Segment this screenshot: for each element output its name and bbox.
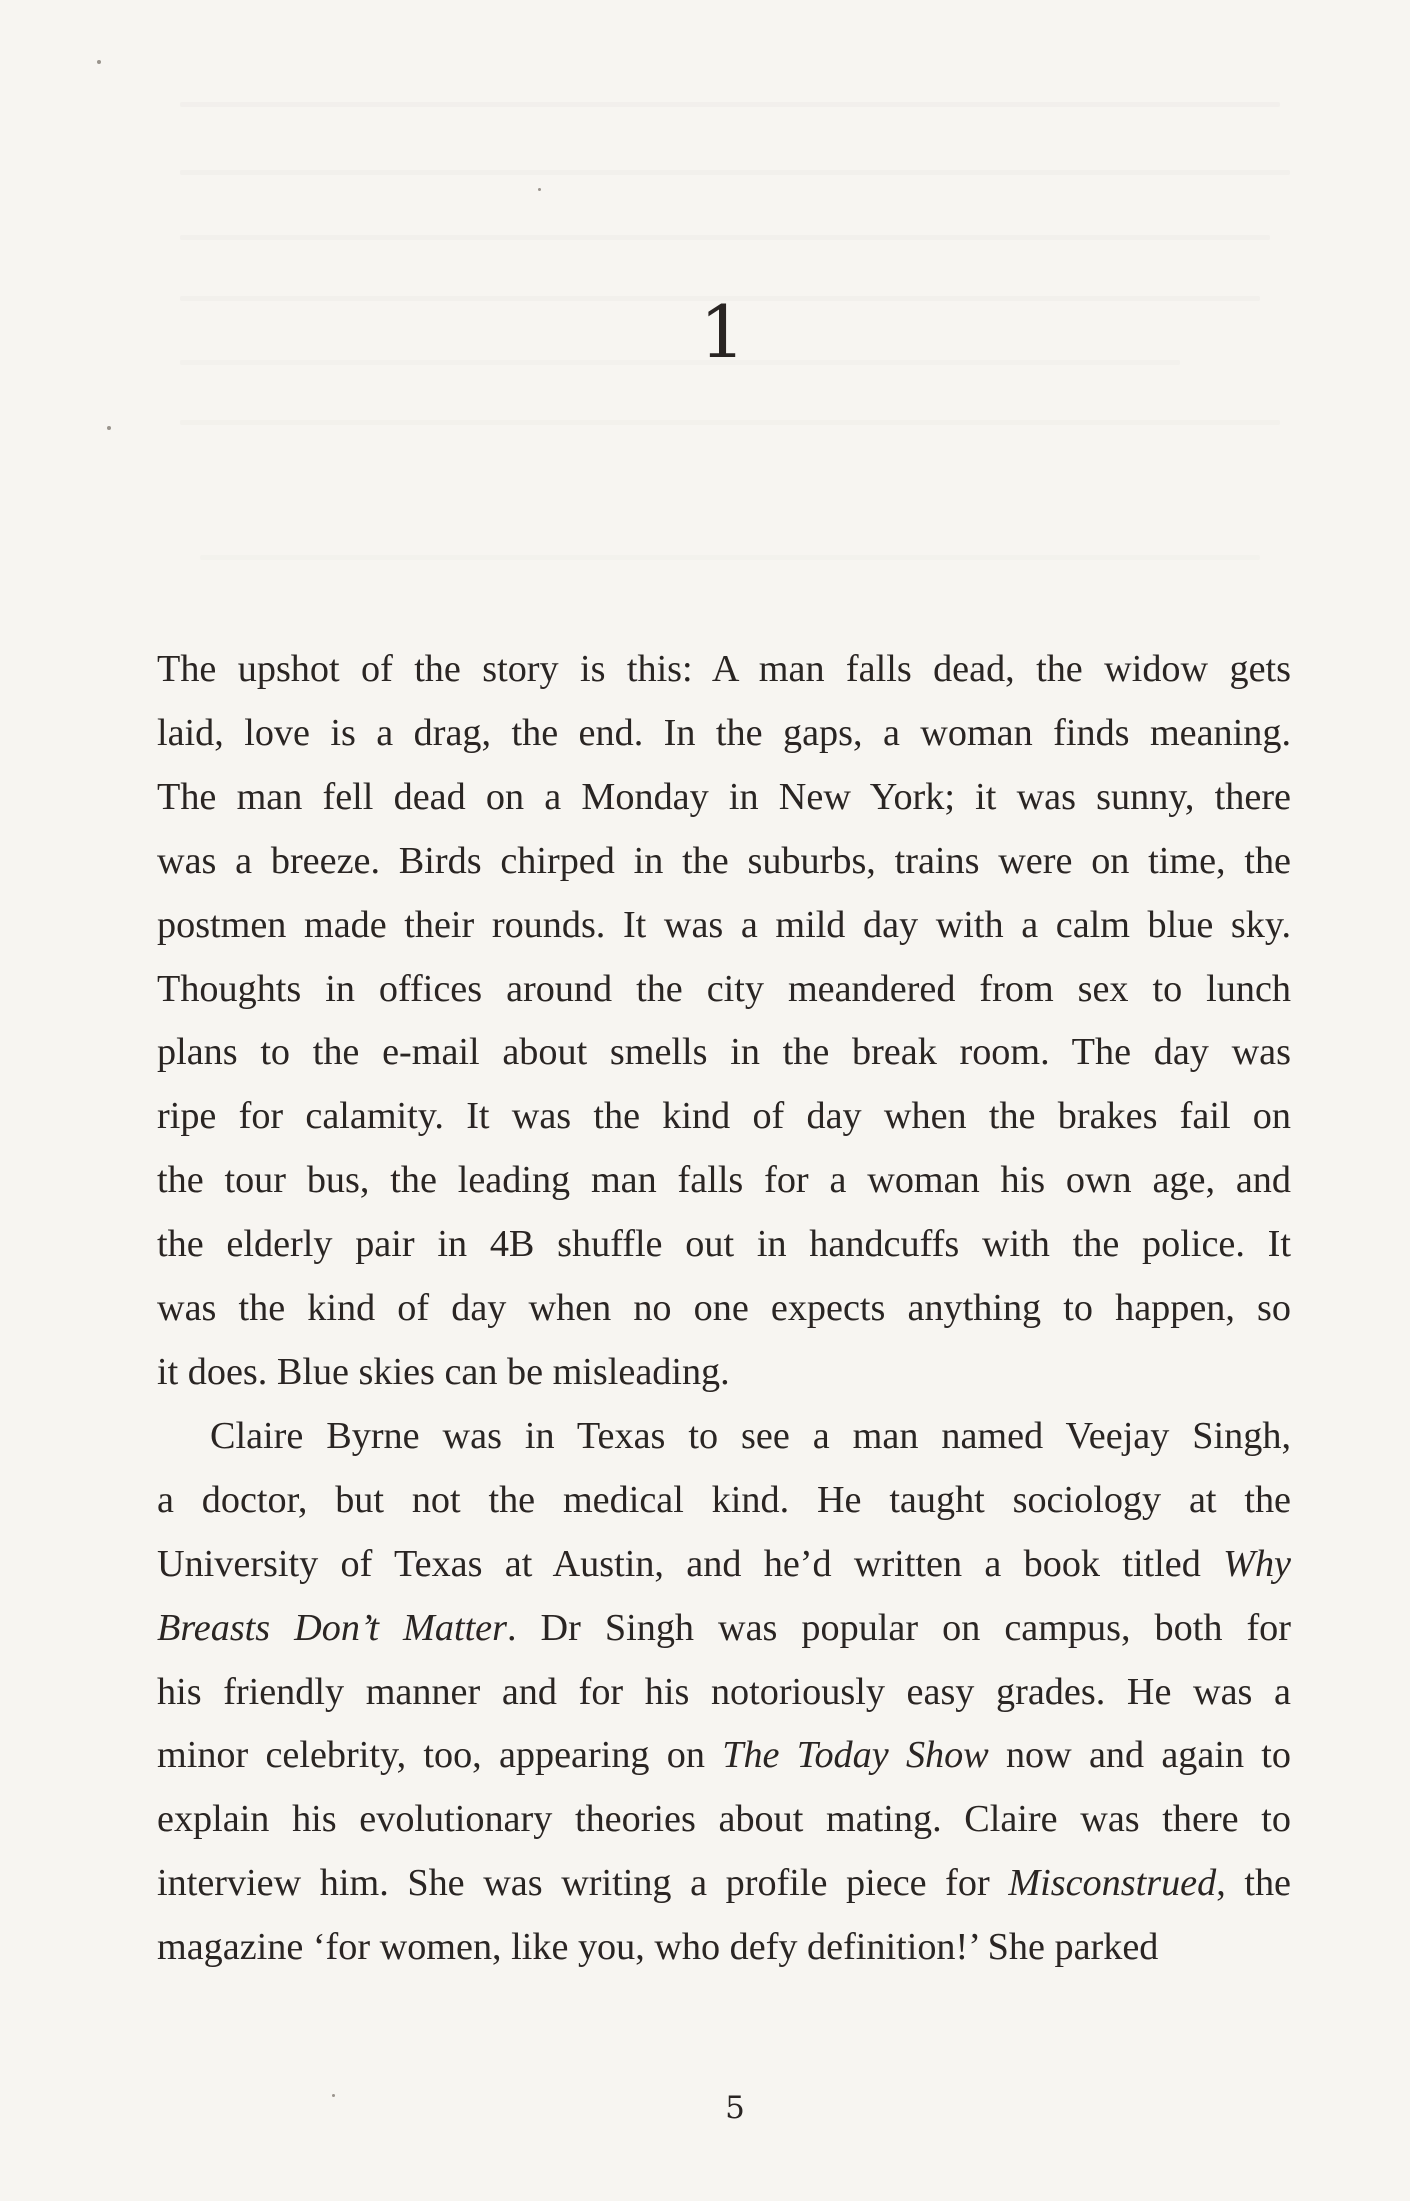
text-line: minor celebrity, too, appearing on The Today Show now and again to (157, 1734, 1291, 1777)
text-line: the elderly pair in 4B shuffle out in handcuffs with the police. It (157, 1223, 1291, 1266)
page-number: 5 (725, 2090, 745, 2126)
text-line: his friendly manner and for his notoriously easy grades. He was a (157, 1670, 1291, 1713)
text-line: The man fell dead on a Monday in New York; it was sunny, there (157, 775, 1291, 818)
text-line: magazine ‘for women, like you, who defy definition!’ She parked (157, 1926, 1159, 1969)
show-through-line (180, 235, 1270, 240)
text-line: a doctor, but not the medical kind. He taught sociology at the (157, 1478, 1291, 1521)
text-line: Claire Byrne was in Texas to see a man named Veejay Singh, (210, 1414, 1291, 1457)
show-through-line (180, 102, 1280, 107)
text-line: laid, love is a drag, the end. In the gaps, a woman finds meaning. (157, 711, 1291, 754)
text-line: was the kind of day when no one expects anything to happen, so (157, 1287, 1291, 1330)
text-line: interview him. She was writing a profile piece for Misconstrued, the (157, 1862, 1291, 1905)
show-through-line (180, 170, 1290, 175)
text-line: University of Texas at Austin, and he’d written a book titled Why (157, 1542, 1291, 1585)
text-line: the tour bus, the leading man falls for a woman his own age, and (157, 1159, 1291, 1202)
text-line: was a breeze. Birds chirped in the suburbs, trains were on time, the (157, 839, 1291, 882)
paragraph (157, 638, 1291, 1405)
text-line: it does. Blue skies can be misleading. (157, 1350, 730, 1393)
text-line: plans to the e-mail about smells in the break room. The day was (157, 1031, 1291, 1074)
paper-speck (538, 188, 541, 191)
paragraph (157, 1405, 1291, 1980)
show-through-line (180, 420, 1280, 425)
text-line: Breasts Don’t Matter. Dr Singh was popular on campus, both for (157, 1606, 1291, 1649)
chapter-number: 1 (699, 290, 746, 374)
show-through-line (200, 555, 1260, 560)
body-text (157, 638, 1291, 1980)
text-line: explain his evolutionary theories about mating. Claire was there to (157, 1798, 1291, 1841)
text-line: The upshot of the story is this: A man falls dead, the widow gets (157, 648, 1291, 690)
paper-speck (107, 426, 111, 430)
text-line: postmen made their rounds. It was a mild day with a calm blue sky. (157, 903, 1291, 946)
text-line: ripe for calamity. It was the kind of day when the brakes fail on (157, 1095, 1291, 1138)
text-line: Thoughts in offices around the city meandered from sex to lunch (157, 967, 1291, 1010)
paper-speck (97, 60, 101, 64)
